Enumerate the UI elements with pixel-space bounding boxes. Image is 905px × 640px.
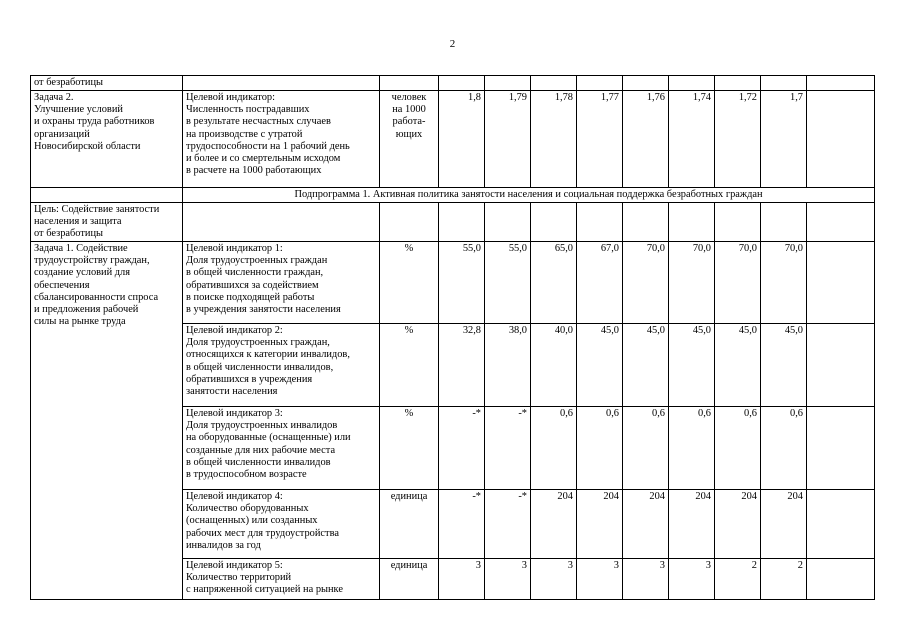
value-cell [485, 76, 531, 91]
value-cell: 0,6 [531, 407, 577, 490]
indicator-cell [183, 203, 380, 242]
value-cell: 67,0 [577, 242, 623, 324]
note-cell [807, 91, 875, 188]
indicator-cell: Целевой индикатор 1: Доля трудоустроенных граждан в общей численности граждан, обратившихся за содействием в поиске подходящей работы в учреждения занятости населения [183, 242, 380, 324]
value-cell: 1,8 [439, 91, 485, 188]
value-cell: 204 [715, 490, 761, 559]
value-cell [669, 76, 715, 91]
value-cell: 1,77 [577, 91, 623, 188]
value-cell: 0,6 [623, 407, 669, 490]
value-cell [485, 203, 531, 242]
value-cell: 45,0 [669, 324, 715, 407]
value-cell: 0,6 [715, 407, 761, 490]
value-cell [715, 203, 761, 242]
note-cell [807, 490, 875, 559]
value-cell [439, 76, 485, 91]
value-cell: 70,0 [669, 242, 715, 324]
table-row [31, 91, 875, 188]
goal-task-cell: Задача 2. Улучшение условий и охраны труда работников организаций Новосибирской области [31, 91, 183, 188]
value-cell [439, 203, 485, 242]
value-cell: 2 [715, 559, 761, 600]
value-cell [577, 203, 623, 242]
indicator-cell: Целевой индикатор 2: Доля трудоустроенных граждан, относящихся к категории инвалидов, в общей численности инвалидов, обратившихся в учреждения занятости населения [183, 324, 380, 407]
value-cell: 0,6 [577, 407, 623, 490]
note-cell [807, 242, 875, 324]
note-cell [807, 324, 875, 407]
value-cell: 45,0 [761, 324, 807, 407]
value-cell: 2 [761, 559, 807, 600]
indicator-cell: Целевой индикатор: Численность пострадавших в результате несчастных случаев на производстве с утратой трудоспособности на 1 рабочий день и более и со смертельным исходом в расчете на 1000 работающих [183, 91, 380, 188]
value-cell: 204 [577, 490, 623, 559]
value-cell: 70,0 [623, 242, 669, 324]
value-cell: 3 [439, 559, 485, 600]
indicator-table [30, 75, 875, 600]
table-row [31, 242, 875, 324]
unit-cell: % [380, 242, 439, 324]
value-cell: 65,0 [531, 242, 577, 324]
unit-cell: единица [380, 559, 439, 600]
indicator-cell: Целевой индикатор 3: Доля трудоустроенных инвалидов на оборудованные (оснащенные) или созданные для них рабочие места в общей численности инвалидов в трудоспособном возрасте [183, 407, 380, 490]
indicator-cell: Целевой индикатор 5: Количество территорий с напряженной ситуацией на рынке [183, 559, 380, 600]
value-cell: 204 [531, 490, 577, 559]
unit-cell: единица [380, 490, 439, 559]
indicator-cell [183, 76, 380, 91]
table-row [31, 188, 875, 203]
value-cell: 204 [669, 490, 715, 559]
value-cell: 70,0 [761, 242, 807, 324]
value-cell: 1,72 [715, 91, 761, 188]
note-cell [807, 203, 875, 242]
value-cell: 3 [577, 559, 623, 600]
value-cell: 40,0 [531, 324, 577, 407]
value-cell: 0,6 [761, 407, 807, 490]
value-cell: 45,0 [623, 324, 669, 407]
table-row [31, 76, 875, 91]
value-cell: 0,6 [669, 407, 715, 490]
value-cell: 32,8 [439, 324, 485, 407]
value-cell: 55,0 [485, 242, 531, 324]
value-cell: 1,7 [761, 91, 807, 188]
value-cell [623, 203, 669, 242]
value-cell [531, 203, 577, 242]
value-cell [623, 76, 669, 91]
value-cell [761, 76, 807, 91]
value-cell [761, 203, 807, 242]
value-cell [715, 76, 761, 91]
value-cell [531, 76, 577, 91]
task-1-cell: Задача 1. Содействие трудоустройству граждан, создание условий для обеспечения сбалансированности спроса и предложения рабочей силы на рынке труда [31, 242, 183, 600]
page-number: 2 [449, 38, 456, 50]
value-cell: -* [485, 490, 531, 559]
unit-cell [380, 203, 439, 242]
value-cell: 38,0 [485, 324, 531, 407]
subprogram-title: Подпрограмма 1. Активная политика занятости населения и социальная поддержка безработных граждан [183, 188, 875, 203]
value-cell: 204 [623, 490, 669, 559]
value-cell: -* [439, 490, 485, 559]
indicator-cell: Целевой индикатор 4: Количество оборудованных (оснащенных) или созданных рабочих мест для трудоустройства инвалидов за год [183, 490, 380, 559]
value-cell: 3 [669, 559, 715, 600]
note-cell [807, 559, 875, 600]
goal-task-cell: от безработицы [31, 76, 183, 91]
value-cell [577, 76, 623, 91]
unit-cell: человек на 1000 работа- ющих [380, 91, 439, 188]
value-cell: 3 [623, 559, 669, 600]
unit-cell [380, 76, 439, 91]
value-cell: 70,0 [715, 242, 761, 324]
value-cell [669, 203, 715, 242]
value-cell: 45,0 [577, 324, 623, 407]
value-cell: 1,74 [669, 91, 715, 188]
goal-task-cell: Цель: Содействие занятости населения и защита от безработицы [31, 203, 183, 242]
value-cell: 3 [485, 559, 531, 600]
table-row [31, 203, 875, 242]
value-cell: 55,0 [439, 242, 485, 324]
value-cell: -* [439, 407, 485, 490]
note-cell [807, 407, 875, 490]
value-cell: 1,76 [623, 91, 669, 188]
note-cell [807, 76, 875, 91]
value-cell: 1,79 [485, 91, 531, 188]
unit-cell: % [380, 407, 439, 490]
row-label-empty [31, 188, 183, 203]
unit-cell: % [380, 324, 439, 407]
value-cell: 204 [761, 490, 807, 559]
value-cell: 45,0 [715, 324, 761, 407]
value-cell: -* [485, 407, 531, 490]
value-cell: 3 [531, 559, 577, 600]
value-cell: 1,78 [531, 91, 577, 188]
